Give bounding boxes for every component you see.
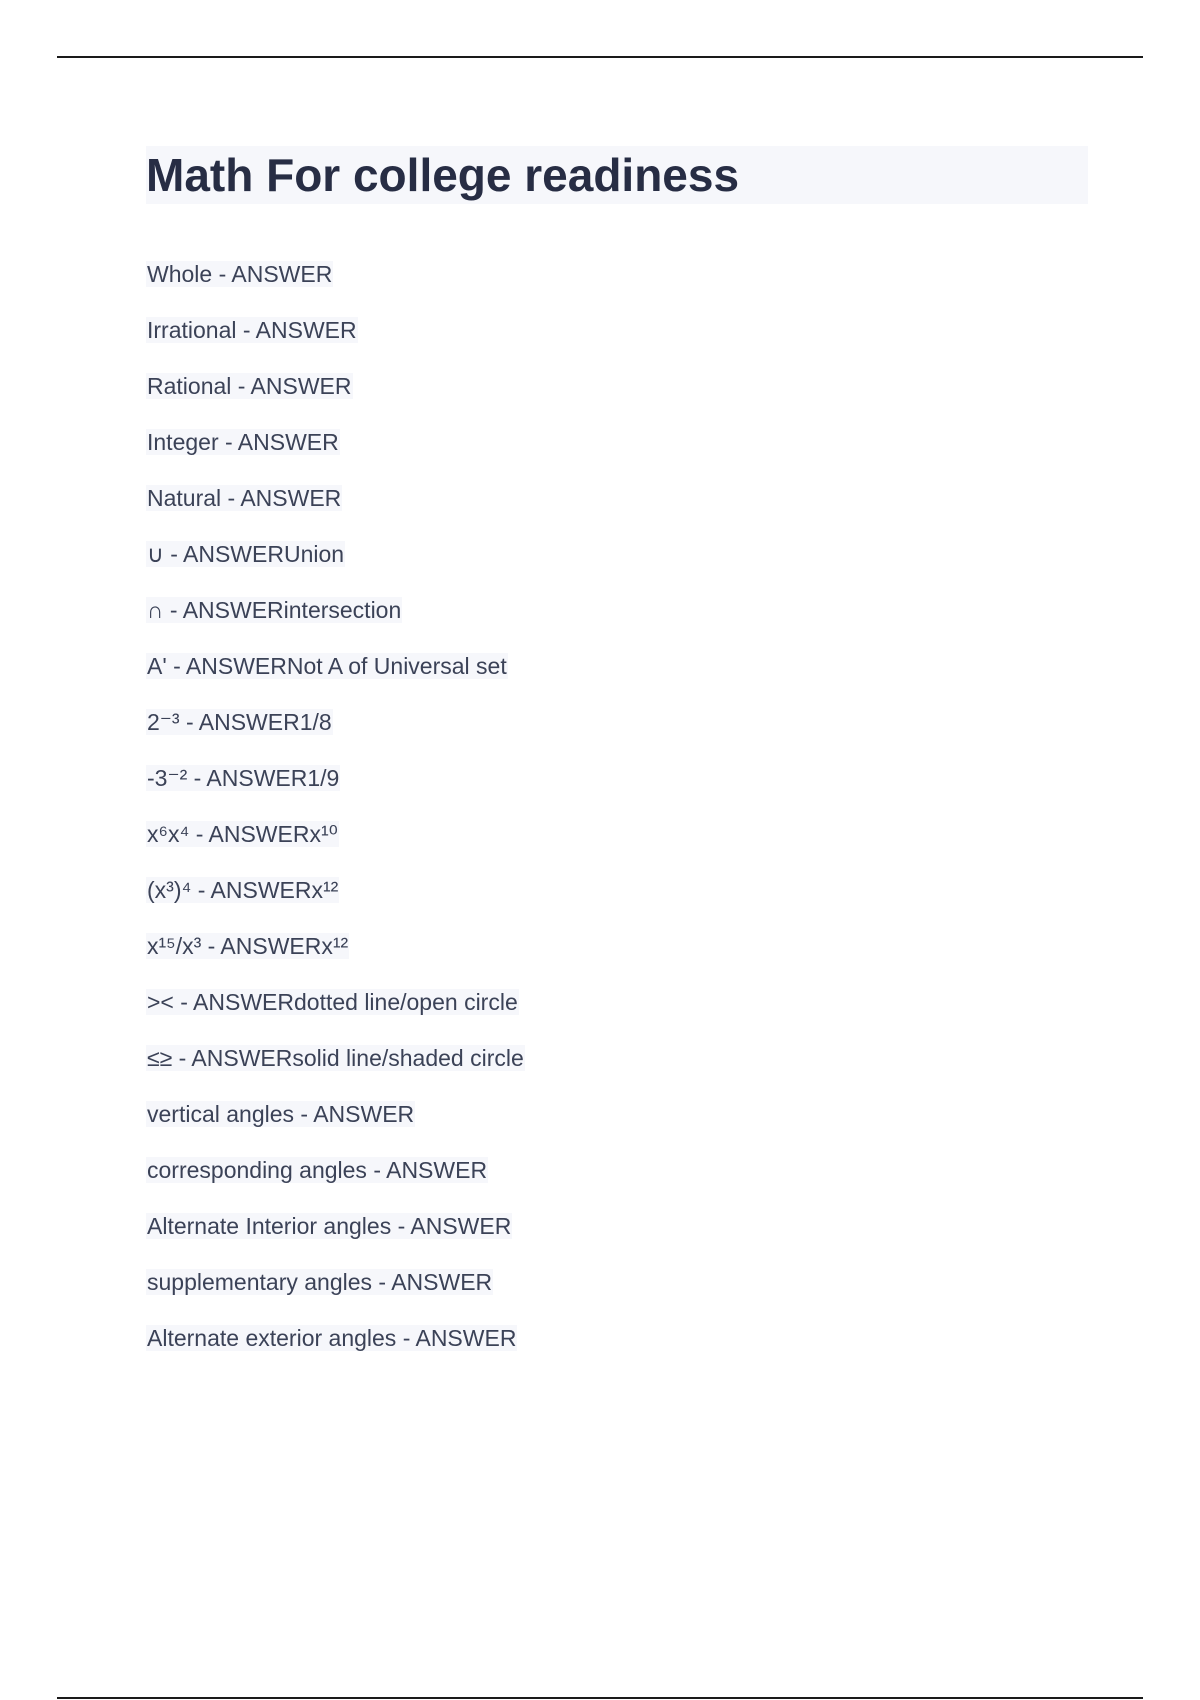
qa-item-text: Natural - ANSWER	[147, 485, 342, 511]
qa-item-text: Whole - ANSWER	[147, 261, 333, 287]
qa-item-text: supplementary angles - ANSWER	[147, 1269, 493, 1295]
qa-item-text: ≤≥ - ANSWERsolid line/shaded circle	[147, 1045, 524, 1071]
qa-item-text: A' - ANSWERNot A of Universal set	[147, 653, 507, 679]
qa-item	[146, 1206, 1088, 1262]
qa-item	[146, 534, 1088, 590]
qa-item-text: vertical angles - ANSWER	[147, 1101, 415, 1127]
qa-item-text: Alternate Interior angles - ANSWER	[147, 1213, 512, 1239]
qa-item	[146, 926, 1088, 982]
qa-item	[146, 646, 1088, 702]
qa-item	[146, 254, 1088, 310]
qa-item	[146, 814, 1088, 870]
document-title: Math For college readiness	[146, 146, 1088, 204]
qa-item	[146, 422, 1088, 478]
qa-item-text: x¹⁵/x³ - ANSWERx¹²	[147, 933, 349, 959]
qa-item	[146, 366, 1088, 422]
qa-item	[146, 1262, 1088, 1318]
qa-item-text: corresponding angles - ANSWER	[147, 1157, 488, 1183]
qa-list	[146, 254, 1088, 1374]
qa-item	[146, 758, 1088, 814]
qa-item	[146, 1094, 1088, 1150]
qa-item	[146, 982, 1088, 1038]
qa-item-text: Alternate exterior angles - ANSWER	[147, 1325, 517, 1351]
qa-item-text: -3⁻² - ANSWER1/9	[147, 765, 340, 791]
qa-item-text: 2⁻³ - ANSWER1/8	[147, 709, 332, 735]
qa-item-text: Rational - ANSWER	[147, 373, 352, 399]
qa-item-text: ∩ - ANSWERintersection	[147, 597, 402, 623]
qa-item	[146, 310, 1088, 366]
qa-item-text: x⁶x⁴ - ANSWERx¹⁰	[147, 821, 338, 847]
qa-item-text: Irrational - ANSWER	[147, 317, 357, 343]
qa-item-text: Integer - ANSWER	[147, 429, 339, 455]
qa-item	[146, 590, 1088, 646]
document-body	[146, 146, 1088, 1374]
qa-item	[146, 1038, 1088, 1094]
qa-item-text: (x³)⁴ - ANSWERx¹²	[147, 877, 339, 903]
qa-item-text: ∪ - ANSWERUnion	[147, 541, 345, 567]
qa-item	[146, 478, 1088, 534]
qa-item	[146, 1318, 1088, 1374]
bottom-rule	[57, 1697, 1143, 1699]
qa-item	[146, 702, 1088, 758]
top-rule	[57, 56, 1143, 58]
qa-item	[146, 870, 1088, 926]
qa-item-text: >< - ANSWERdotted line/open circle	[147, 989, 518, 1015]
qa-item	[146, 1150, 1088, 1206]
